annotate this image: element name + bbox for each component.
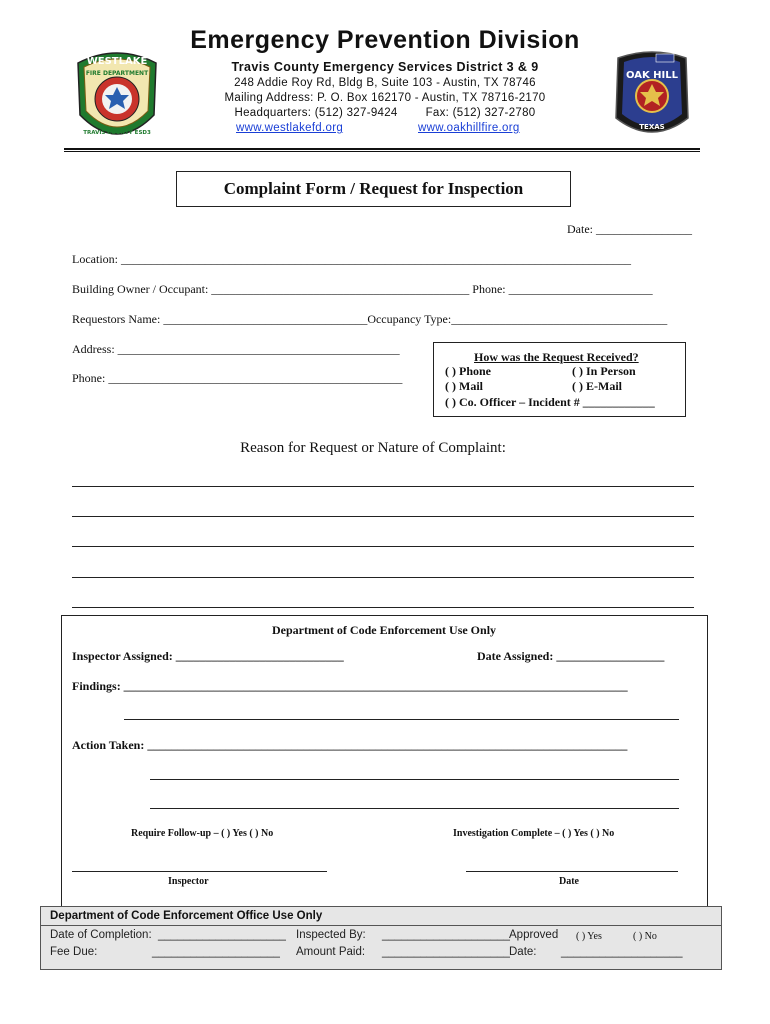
office-date-blank[interactable]: ___________________ <box>561 946 683 958</box>
findings-field[interactable]: Findings: ____________________________________________________________________________________ <box>72 679 628 693</box>
approved-no-option[interactable]: ( ) No <box>633 931 657 942</box>
option-phone[interactable]: ( ) Phone <box>445 364 491 378</box>
action-line[interactable] <box>150 779 679 780</box>
inspector-signature-line[interactable] <box>72 871 327 872</box>
approved-yes-option[interactable]: ( ) Yes <box>576 931 602 942</box>
address-field[interactable]: Address: _______________________________________________ <box>72 342 400 356</box>
form-title: Complaint Form / Request for Inspection <box>223 179 524 198</box>
office-date-label: Date: <box>509 946 537 958</box>
amount-paid-blank[interactable]: ____________________ <box>382 946 510 958</box>
reason-line[interactable] <box>72 516 694 517</box>
owner-phone-field[interactable]: Building Owner / Occupant: ___________________________________________ Phone: ________________________ <box>72 282 653 296</box>
location-field[interactable]: Location: _____________________________________________________________________________________ <box>72 252 631 266</box>
mailing-address: Mailing Address: P. O. Box 162170 - Austin, TX 78716-2170 <box>224 92 546 104</box>
requestor-phone-field[interactable]: Phone: _________________________________________________ <box>72 371 403 385</box>
oakhill-website-link[interactable]: www.oakhillfire.org <box>418 122 520 134</box>
phone-fax-line: Headquarters: (512) 327-9424 Fax: (512) 327-2780 <box>234 107 536 119</box>
inspector-assigned-field[interactable]: Inspector Assigned: ____________________________ <box>72 649 344 663</box>
reason-heading: Reason for Request or Nature of Complaint: <box>240 440 506 456</box>
office-use-heading: Department of Code Enforcement Office Use Only <box>50 910 323 922</box>
westlake-fire-logo <box>74 49 160 147</box>
date-field[interactable]: Date: ________________ <box>567 222 692 236</box>
fee-due-blank[interactable]: ____________________ <box>152 946 280 958</box>
date-of-completion-label: Date of Completion: <box>50 929 152 941</box>
approved-label: Approved <box>509 929 559 941</box>
oakhill-fire-logo <box>612 48 692 144</box>
follow-up-option[interactable]: Require Follow-up – ( ) Yes ( ) No <box>131 828 274 839</box>
request-method-heading: How was the Request Received? <box>474 350 639 364</box>
requestor-occupancy-field[interactable]: Requestors Name: __________________________________Occupancy Type:____________________________________ <box>72 312 668 326</box>
svg-text:TEXAS: TEXAS <box>639 123 665 131</box>
action-taken-field[interactable]: Action Taken: ________________________________________________________________________________ <box>72 738 628 752</box>
svg-text:FIRE DEPARTMENT: FIRE DEPARTMENT <box>85 70 149 77</box>
option-email[interactable]: ( ) E-Mail <box>572 379 622 393</box>
svg-text:OAK HILL: OAK HILL <box>625 70 679 81</box>
header-divider <box>64 148 700 150</box>
option-mail[interactable]: ( ) Mail <box>445 379 483 393</box>
option-in-person[interactable]: ( ) In Person <box>572 364 636 378</box>
inspected-by-blank[interactable]: ____________________ <box>382 929 510 941</box>
office-use-divider <box>40 925 722 926</box>
westlake-website-link[interactable]: www.westlakefd.org <box>236 122 344 134</box>
svg-text:TRAVIS COUNTY ESD3: TRAVIS COUNTY ESD3 <box>83 130 151 136</box>
action-line[interactable] <box>150 808 679 809</box>
street-address: 248 Addie Roy Rd, Bldg B, Suite 103 - Austin, TX 78746 <box>234 77 536 89</box>
reason-line[interactable] <box>72 546 694 547</box>
date-signature-line[interactable] <box>466 871 678 872</box>
header-divider-thin <box>64 151 700 152</box>
division-title: Emergency Prevention Division <box>190 26 580 54</box>
investigation-complete-option[interactable]: Investigation Complete – ( ) Yes ( ) No <box>453 828 615 839</box>
date-label: Date <box>559 876 579 887</box>
option-co-officer[interactable]: ( ) Co. Officer – Incident # ____________ <box>445 395 655 409</box>
code-enforcement-heading: Department of Code Enforcement Use Only <box>271 623 497 637</box>
findings-line[interactable] <box>124 719 679 720</box>
district-name: Travis County Emergency Services District 3 & 9 <box>231 60 539 74</box>
reason-line[interactable] <box>72 486 694 487</box>
reason-line[interactable] <box>72 577 694 578</box>
date-of-completion-blank[interactable]: ____________________ <box>158 929 286 941</box>
amount-paid-label: Amount Paid: <box>296 946 366 958</box>
fee-due-label: Fee Due: <box>50 946 98 958</box>
svg-text:WESTLAKE: WESTLAKE <box>86 56 148 67</box>
inspector-label: Inspector <box>168 876 209 887</box>
reason-line[interactable] <box>72 607 694 608</box>
inspected-by-label: Inspected By: <box>296 929 366 941</box>
date-assigned-field[interactable]: Date Assigned: __________________ <box>477 649 665 663</box>
